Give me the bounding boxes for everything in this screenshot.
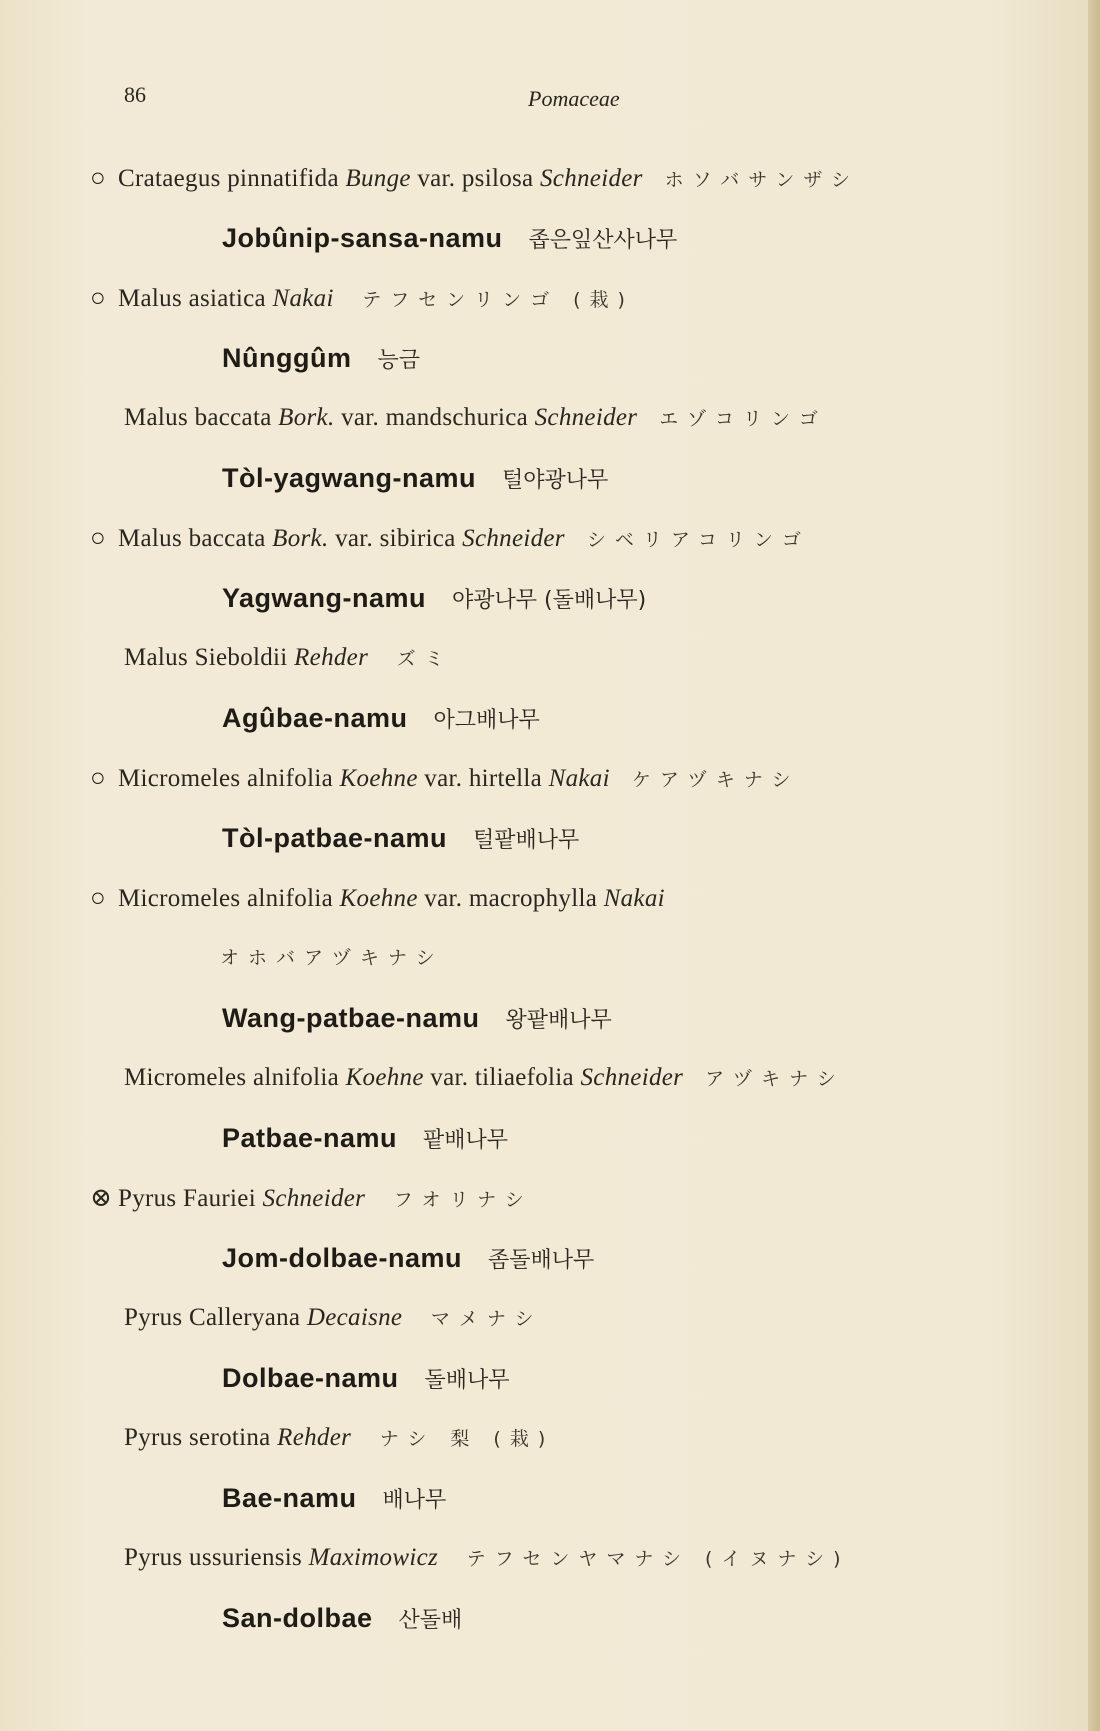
epithet: baccata [194,404,272,431]
epithet: Fauriei [183,1185,256,1212]
scientific-name-line [0,628,1100,688]
epithet: Sieboldii [194,644,288,671]
hangul-name: 팥배나무 [423,1128,509,1153]
genus: Micromeles [118,885,241,912]
genus: Micromeles [124,1064,247,1091]
epithet: baccata [188,525,266,552]
variety: var. sibirica [335,525,456,552]
epithet: alnifolia [246,885,333,912]
species-entry [0,388,1100,508]
epithet: alnifolia [252,1064,339,1091]
korean-name-line [0,1468,1100,1528]
variety-author: Nakai [603,885,665,912]
genus: Pyrus [124,1544,183,1571]
species-entry [0,1528,1100,1648]
japanese-name: ズミ [396,648,453,670]
species-entry [0,508,1100,628]
genus: Malus [124,644,188,671]
variety: var. macrophylla [424,885,598,912]
author: Decaisne [306,1304,403,1331]
romanized-name: Jobûnip-sansa-namu [222,223,503,253]
author: Nakai [272,285,334,312]
romanized-name: Wang-patbae-namu [222,1003,480,1033]
species-entry [0,1168,1100,1288]
korean-name-line [0,1228,1100,1288]
genus: Pyrus [124,1424,183,1451]
species-entry [0,268,1100,388]
species-entry [0,628,1100,748]
variety-author: Schneider [534,404,638,431]
scientific-name-line [0,1048,1100,1108]
japanese-name: マメナシ [430,1308,543,1330]
hangul-name: 털팥배나무 [473,828,580,853]
hangul-name: 야광나무 (돌배나무) [452,588,647,613]
author: Maximowicz [308,1544,438,1571]
korean-name-line [0,988,1100,1048]
variety: var. tiliaefolia [430,1064,574,1091]
epithet: asiatica [188,285,266,312]
japanese-name: ケアヅキナシ [631,769,800,791]
variety: var. psilosa [417,165,534,192]
genus: Pyrus [124,1304,183,1331]
page-number: 86 [124,82,146,107]
author: Koehne [339,885,418,912]
epithet: alnifolia [246,765,333,792]
species-entry [0,868,1100,1048]
status-marker: ○ [90,763,107,792]
variety-author: Nakai [548,765,610,792]
hangul-name: 산돌배 [398,1608,463,1633]
author: Schneider [262,1185,366,1212]
status-marker: ○ [90,523,107,552]
scientific-name-line [0,1408,1100,1468]
page-header [0,82,1100,122]
variety-author: Schneider [462,525,565,552]
korean-name-line [0,328,1100,388]
japanese-name: エゾコリンゴ [659,408,827,430]
hangul-name: 털야광나무 [502,468,609,493]
running-head: Pomaceae [528,86,620,111]
scientific-name-line [0,1288,1100,1348]
korean-name-line [0,1348,1100,1408]
romanized-name: San-dolbae [222,1603,373,1633]
japanese-name: フオリナシ [393,1189,533,1211]
species-list [0,148,1100,1648]
korean-name-line [0,208,1100,268]
korean-name-line [0,448,1100,508]
author: Bork. [272,525,329,552]
japanese-name-continued: オホバアヅキナシ [220,947,444,969]
author: Bunge [345,165,411,192]
romanized-name: Bae-namu [222,1483,357,1513]
genus: Malus [124,404,188,431]
author: Rehder [294,644,369,671]
japanese-name: ナシ 梨 (栽) [379,1428,555,1450]
korean-name-line [0,1588,1100,1648]
genus: Malus [118,525,182,552]
romanized-name: Nûnggûm [222,343,352,373]
status-marker: ○ [90,283,107,312]
korean-name-line [0,1108,1100,1168]
japanese-name: ホソバサンザシ [664,169,859,191]
japanese-name: テフセンヤマナシ (イヌナシ) [466,1548,850,1570]
scientific-name-line [0,748,1100,808]
genus: Malus [118,285,182,312]
status-marker: ○ [90,163,107,192]
romanized-name: Tòl-yagwang-namu [222,463,477,493]
species-entry [0,748,1100,868]
species-entry [0,148,1100,268]
epithet: pinnatifida [227,165,339,192]
hangul-name: 좁은잎산사나무 [528,228,678,253]
romanized-name: Yagwang-namu [222,583,427,613]
variety: var. mandschurica [341,404,529,431]
hangul-name: 좀돌배나무 [488,1248,595,1273]
hangul-name: 아그배나무 [433,708,540,733]
scientific-name-line [0,268,1100,328]
japanese-name: シベリアコリンゴ [586,529,810,551]
species-entry [0,1288,1100,1408]
korean-name-line [0,568,1100,628]
variety-author: Schneider [580,1064,684,1091]
epithet: serotina [189,1424,271,1451]
japanese-name: アヅキナシ [705,1068,845,1090]
species-entry [0,1408,1100,1528]
scientific-name-line [0,1168,1100,1228]
korean-name-line [0,808,1100,868]
scientific-name-line [0,148,1100,208]
genus: Micromeles [118,765,241,792]
scientific-name-line [0,1528,1100,1588]
epithet: Calleryana [189,1304,301,1331]
hangul-name: 능금 [377,348,420,373]
author: Koehne [345,1064,424,1091]
romanized-name: Jom-dolbae-namu [222,1243,463,1273]
romanized-name: Dolbae-namu [222,1363,399,1393]
variety-author: Schneider [540,165,643,192]
romanized-name: Tòl-patbae-namu [222,823,448,853]
author: Koehne [339,765,418,792]
epithet: ussuriensis [189,1544,303,1571]
status-marker: ○ [90,883,107,912]
author: Rehder [277,1424,352,1451]
hangul-name: 돌배나무 [424,1368,510,1393]
scientific-name-line [0,508,1100,568]
status-marker: ⊗ [90,1183,113,1212]
scientific-name-line [0,868,1100,928]
species-entry [0,1048,1100,1168]
author: Bork. [278,404,335,431]
hangul-name: 왕팥배나무 [505,1008,612,1033]
genus: Crataegus [118,165,221,192]
hangul-name: 배나무 [382,1488,447,1513]
variety: var. hirtella [424,765,543,792]
korean-name-line [0,688,1100,748]
romanized-name: Agûbae-namu [222,703,408,733]
genus: Pyrus [118,1185,177,1212]
japanese-name: テフセンリンゴ (栽) [362,289,634,311]
romanized-name: Patbae-namu [222,1123,398,1153]
scientific-name-line [0,388,1100,448]
